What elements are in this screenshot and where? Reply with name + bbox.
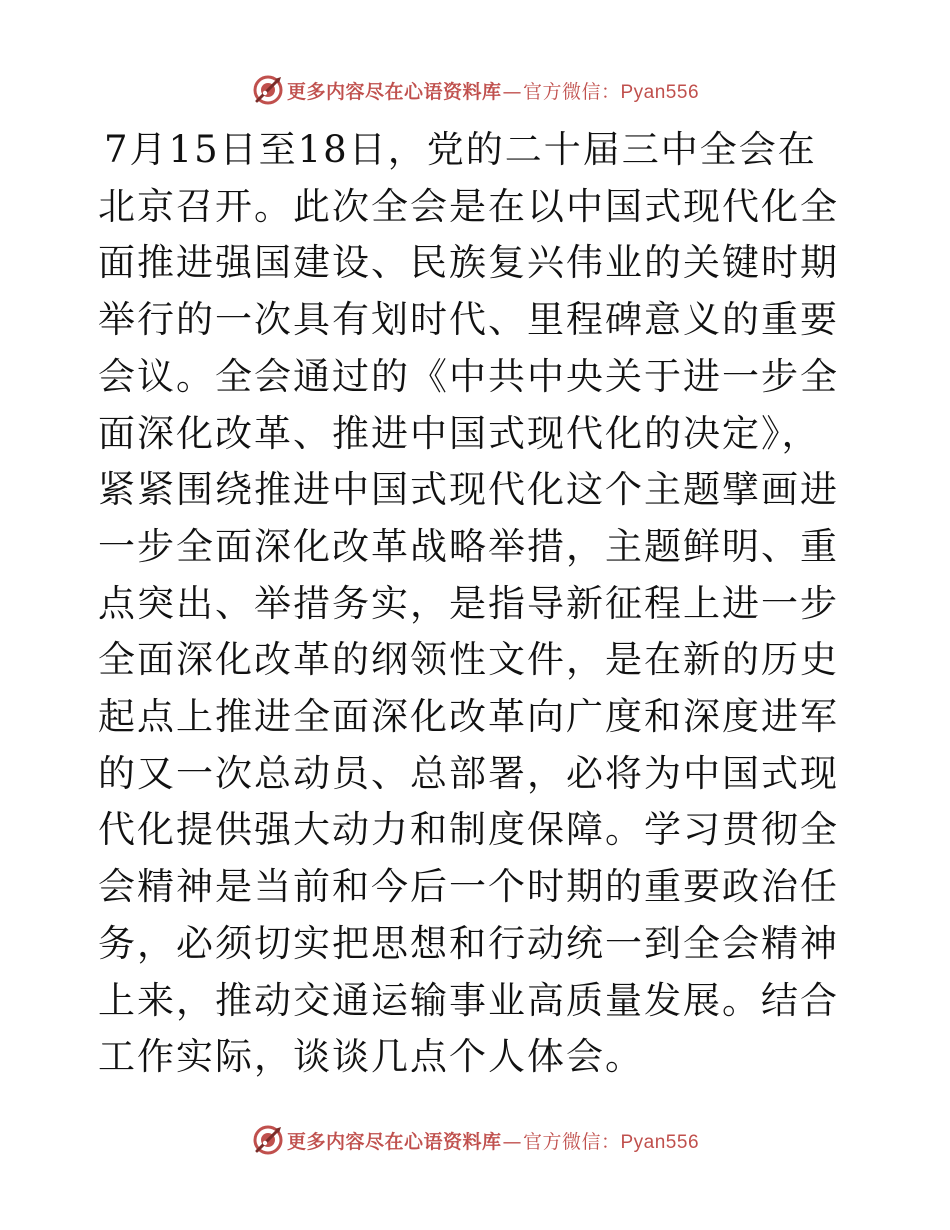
footer-banner-handle: Pyan556	[620, 1131, 700, 1153]
footer-banner-main: 更多内容尽在心语资料库	[286, 1130, 502, 1153]
header-banner-main: 更多内容尽在心语资料库	[286, 80, 502, 103]
footer-banner-text	[287, 1127, 699, 1154]
header-banner-separator: —	[502, 80, 522, 103]
footer-banner-label: 官方微信：	[522, 1130, 621, 1153]
header-banner-text	[287, 77, 699, 104]
seal-logo-icon	[251, 73, 285, 107]
footer-banner-separator: —	[502, 1130, 522, 1153]
header-watermark-banner	[0, 70, 950, 110]
body-paragraph: 7月15日至18日，党的二十届三中全会在北京召开。此次全会是在以中国式现代化全面推进强国建设、民族复兴伟业的关键时期举行的一次具有划时代、里程碑意义的重要会议。全会通过的《中共中央关于进一步全面深化改革、推进中国式现代化的决定》，紧紧围绕推进中国式现代化这个主题擘画进一步全面深化改革战略举措，主题鲜明、重点突出、举措务实，是指导新征程上进一步全面深化改革的纲领性文件，是在新的历史起点上推进全面深化改革向广度和深度进军的又一次总动员、总部署，必将为中国式现代化提供强大动力和制度保障。学习贯彻全会精神是当前和今后一个时期的重要政治任务，必须切实把思想和行动统一到全会精神上来，推动交通运输事业高质量发展。结合工作实际，谈谈几点个人体会。	[98, 128, 839, 1079]
header-banner-handle: Pyan556	[620, 81, 700, 103]
footer-watermark-banner	[0, 1120, 950, 1160]
document-body	[98, 122, 848, 1086]
seal-logo-icon	[251, 1123, 285, 1157]
header-banner-label: 官方微信：	[522, 80, 621, 103]
